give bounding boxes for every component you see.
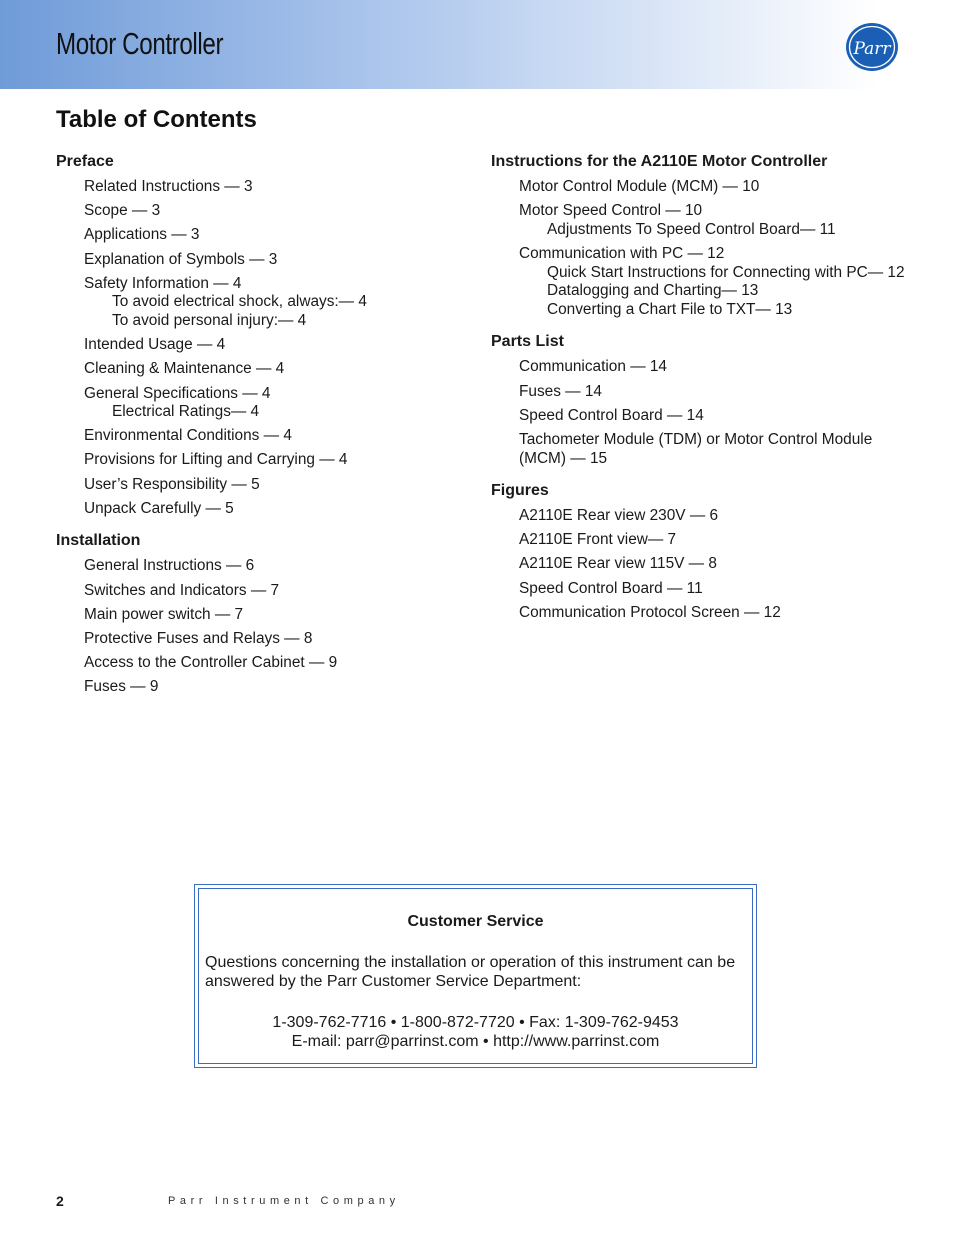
toc-entry[interactable] bbox=[84, 654, 476, 673]
toc-section-title: Figures bbox=[491, 482, 549, 500]
toc-entry-label: Related Instructions — 3 bbox=[84, 178, 253, 195]
toc-entry[interactable] bbox=[84, 606, 476, 625]
toc-entry-label: Scope — 3 bbox=[84, 202, 161, 220]
toc-section bbox=[491, 152, 921, 319]
toc-entry[interactable] bbox=[519, 431, 921, 468]
toc-entry-label: Switches and Indicators — 7 bbox=[84, 581, 280, 599]
toc-section-title: Instructions for the A2110E Motor Controller bbox=[491, 153, 828, 170]
customer-service-inner-border bbox=[198, 888, 753, 1064]
toc-left-column bbox=[56, 152, 476, 710]
toc-entry[interactable] bbox=[84, 427, 476, 446]
customer-service-box bbox=[194, 884, 757, 1068]
toc-entry-label: Intended Usage — 4 bbox=[84, 336, 226, 354]
toc-section-title: Preface bbox=[56, 153, 114, 170]
toc-entry[interactable] bbox=[84, 557, 476, 576]
toc-subentry[interactable]: Quick Start Instructions for Connecting with PC— 12 bbox=[547, 263, 905, 281]
toc-entry-label: Motor Control Module (MCM) — 10 bbox=[519, 178, 760, 195]
toc-entry[interactable] bbox=[84, 451, 476, 470]
logo-text: Parr bbox=[853, 39, 891, 59]
toc-section bbox=[491, 332, 921, 468]
toc-entry-label: A2110E Front view— 7 bbox=[519, 531, 677, 549]
toc-entry[interactable] bbox=[84, 630, 476, 649]
parr-logo bbox=[845, 22, 899, 72]
contact-phones: 1-309-762-7716 • 1-800-872-7720 • Fax: 1-309-762-9453 bbox=[272, 1014, 679, 1031]
toc-section-title: Installation bbox=[56, 532, 141, 550]
toc-right-column bbox=[491, 152, 921, 635]
toc-entry[interactable] bbox=[84, 476, 476, 495]
toc-entry[interactable] bbox=[519, 555, 921, 574]
toc-entry-label: Tachometer Module (TDM) or Motor Control Module (MCM) — 15 bbox=[519, 430, 873, 467]
toc-entry-label: A2110E Rear view 115V — 8 bbox=[519, 555, 717, 573]
toc-entry[interactable] bbox=[519, 202, 921, 239]
toc-entry[interactable] bbox=[84, 336, 476, 355]
toc-entry-label: Applications — 3 bbox=[84, 226, 200, 244]
toc-entry-label: Motor Speed Control — 10 bbox=[519, 202, 703, 220]
toc-entry-label: A2110E Rear view 230V — 6 bbox=[519, 507, 719, 525]
toc-heading: Table of Contents bbox=[56, 106, 257, 133]
toc-entry-label: Environmental Conditions — 4 bbox=[84, 427, 292, 445]
toc-entry-label: General Instructions — 6 bbox=[84, 557, 255, 575]
toc-entry-label: Access to the Controller Cabinet — 9 bbox=[84, 654, 338, 672]
customer-service-contact bbox=[199, 1013, 752, 1051]
toc-entry[interactable] bbox=[519, 358, 921, 377]
toc-entry[interactable] bbox=[519, 531, 921, 550]
toc-entry[interactable] bbox=[84, 275, 476, 331]
toc-entry[interactable] bbox=[84, 226, 476, 245]
toc-entry[interactable] bbox=[519, 507, 921, 526]
customer-service-text: Questions concerning the installation or operation of this instrument can be answered by the Parr Customer Service Department: bbox=[205, 954, 736, 990]
toc-entry-label: General Specifications — 4 bbox=[84, 384, 271, 402]
toc-subentry[interactable]: To avoid personal injury:— 4 bbox=[112, 311, 307, 329]
footer-company: Parr Instrument Company bbox=[168, 1195, 400, 1207]
toc-subentry[interactable]: Adjustments To Speed Control Board— 11 bbox=[547, 220, 836, 238]
toc-entry-label: Communication with PC — 12 bbox=[519, 244, 725, 262]
toc-entry[interactable] bbox=[84, 360, 476, 379]
toc-entry-label: Speed Control Board — 11 bbox=[519, 579, 703, 597]
toc-entry[interactable] bbox=[84, 582, 476, 601]
page-number: 2 bbox=[56, 1193, 64, 1209]
toc-entry-label: Protective Fuses and Relays — 8 bbox=[84, 630, 313, 647]
toc-entry-label: Cleaning & Maintenance — 4 bbox=[84, 360, 285, 378]
toc-entry-label: Main power switch — 7 bbox=[84, 605, 244, 623]
toc-section bbox=[56, 531, 476, 697]
toc-section bbox=[491, 481, 921, 622]
toc-entry[interactable] bbox=[519, 178, 921, 197]
toc-entry-label: Communication Protocol Screen — 12 bbox=[519, 603, 781, 621]
toc-subentry[interactable]: To avoid electrical shock, always:— 4 bbox=[112, 293, 367, 311]
toc-entry-label: Explanation of Symbols — 3 bbox=[84, 250, 278, 268]
document-title: Motor Controller bbox=[56, 26, 224, 61]
toc-entry[interactable] bbox=[519, 245, 921, 319]
toc-section-title: Parts List bbox=[491, 333, 564, 351]
toc-entry[interactable] bbox=[84, 678, 476, 697]
toc-entry-label: Unpack Carefully — 5 bbox=[84, 499, 234, 517]
toc-entry-label: Fuses — 9 bbox=[84, 678, 159, 696]
toc-entry[interactable] bbox=[519, 383, 921, 402]
toc-section bbox=[56, 152, 476, 518]
toc-entry-label: Speed Control Board — 14 bbox=[519, 406, 704, 424]
toc-subentry[interactable]: Datalogging and Charting— 13 bbox=[547, 282, 759, 300]
toc-entry-label: Safety Information — 4 bbox=[84, 274, 242, 292]
contact-email: E-mail: parr@parrinst.com • http://www.parrinst.com bbox=[291, 1033, 660, 1050]
toc-entry-label: User’s Responsibility — 5 bbox=[84, 475, 260, 493]
toc-entry[interactable] bbox=[519, 580, 921, 599]
toc-entry[interactable] bbox=[84, 178, 476, 197]
toc-entry[interactable] bbox=[519, 407, 921, 426]
toc-entry[interactable] bbox=[84, 202, 476, 221]
toc-subentry[interactable]: Electrical Ratings— 4 bbox=[112, 403, 260, 421]
toc-subentry[interactable]: Converting a Chart File to TXT— 13 bbox=[547, 300, 793, 318]
toc-entry-label: Provisions for Lifting and Carrying — 4 bbox=[84, 451, 348, 469]
toc-entry[interactable] bbox=[84, 251, 476, 270]
toc-entry[interactable] bbox=[84, 500, 476, 519]
toc-entry-label: Fuses — 14 bbox=[519, 382, 602, 400]
toc-entry-label: Communication — 14 bbox=[519, 358, 667, 376]
customer-service-title: Customer Service bbox=[407, 913, 544, 930]
toc-entry[interactable] bbox=[519, 604, 921, 623]
toc-entry[interactable] bbox=[84, 385, 476, 422]
